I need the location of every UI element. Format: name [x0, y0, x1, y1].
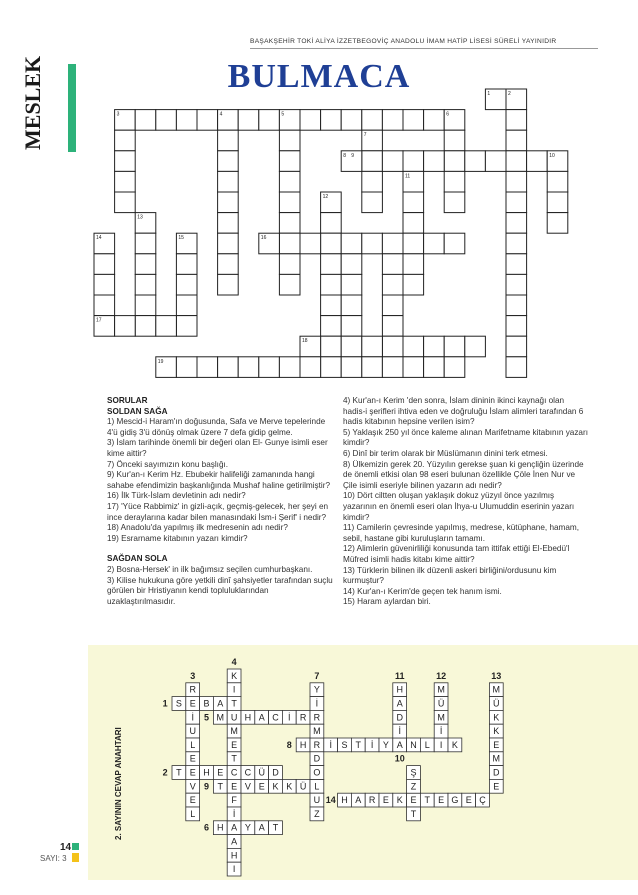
answer-letter: Ü: [258, 767, 265, 778]
answer-letter: H: [396, 684, 403, 695]
answer-letter: H: [217, 822, 224, 833]
answer-letter: T: [217, 781, 224, 792]
answer-letter: I: [232, 684, 236, 695]
answer-letter: E: [189, 698, 196, 709]
answer-letter: E: [258, 781, 265, 792]
answer-letter: Y: [313, 684, 320, 695]
clue-item: 11) Camilerin çevresinde yapılmış, medrese, kütüphane, hamam, sebil, hastane gibi kuruluşların tamamı.: [343, 523, 580, 543]
right-to-left-heading: SAĞDAN SOLA: [107, 554, 168, 564]
grid-number: 8: [343, 152, 346, 159]
answer-letter: C: [244, 767, 252, 778]
answer-letter: R: [313, 739, 321, 750]
answer-letter: E: [189, 767, 196, 778]
answer-letter: O: [313, 767, 321, 778]
answer-letter: K: [493, 726, 500, 737]
answer-letter: D: [396, 712, 403, 723]
answer-letter: K: [493, 712, 500, 723]
clue-item: 1) Mescid-i Haram'ın doğusunda, Safa ve Merve tepelerinde 4'ü gidiş 3'ü dönüş olmak üzere 7 defa gidip gelme.: [107, 417, 326, 437]
clue-item: 4) Kur'an-ı Kerim 'den sonra, İslam dininin ikinci kaynağı olan hadis-i şerifleri ihtiva eden ve doğruluğu İslam alimleri tarafından 6 hadis kitabının hepsine verilen isim?: [343, 396, 584, 427]
answer-letter: N: [410, 739, 417, 750]
answer-letter: E: [410, 795, 417, 806]
answer-letter: İ: [370, 739, 374, 750]
answer-letter: Y: [244, 822, 251, 833]
answer-letter: E: [382, 795, 389, 806]
grid-number: 1: [487, 91, 491, 97]
answer-letter: Ü: [493, 698, 500, 709]
page-accent-yellow: [72, 853, 79, 862]
answer-letter: E: [465, 795, 472, 806]
answer-letter: A: [258, 712, 265, 723]
answer-letter: İ: [232, 808, 236, 819]
answer-number: 6: [203, 822, 210, 833]
answer-number: 4: [231, 657, 237, 668]
answer-letter: I: [232, 864, 236, 875]
answer-letter: C: [272, 712, 279, 723]
answer-letter: T: [176, 767, 182, 778]
grid-number: 12: [322, 194, 329, 200]
answer-letter: M: [437, 684, 445, 695]
answer-letter: T: [355, 739, 362, 750]
answer-letter: Ü: [437, 698, 445, 709]
answer-number: 8: [286, 739, 292, 750]
answer-letter: H: [244, 712, 252, 723]
page-number: 14: [60, 842, 72, 853]
answer-letter: E: [493, 781, 500, 792]
answer-letter: K: [286, 781, 293, 792]
grid-number: 6: [446, 111, 449, 118]
clue-item: 13) Türklerin bilinen ilk düzenli askeri birliğini/ordusunu kim kurmuştur?: [343, 565, 557, 586]
answer-letter: L: [190, 739, 196, 750]
answer-letter: E: [438, 795, 445, 806]
answer-letter: H: [230, 850, 238, 861]
clue-item: 9) Kur'an-ı Kerim Hz. Ebubekir halifeliği zamanında hangi sahabe efendimizin başkanlığında Mushaf haline getirilmiştir?: [107, 470, 331, 490]
across-heading: SOLDAN SAĞA: [107, 406, 168, 416]
answer-letter: E: [231, 739, 238, 750]
answer-letter: İ: [398, 726, 401, 737]
answer-letter: H: [203, 767, 210, 778]
answer-letter: A: [396, 739, 403, 750]
answer-letter: E: [217, 767, 224, 778]
answer-letter: A: [258, 822, 265, 833]
answer-number: 2: [162, 767, 168, 778]
answer-number: 14: [325, 795, 336, 806]
answer-letter: I: [439, 739, 443, 750]
answer-letter: B: [203, 698, 210, 709]
clue-item: 5) Yaklaşık 250 yıl önce kaleme alınan Marifetname kitabının yazarı kimdir?: [343, 427, 588, 448]
grid-number: 18: [302, 338, 308, 345]
answer-letter: M: [230, 726, 238, 737]
answer-letter: A: [396, 698, 403, 709]
answer-letter: T: [272, 822, 279, 833]
answer-number: 12: [436, 670, 447, 681]
answer-letter: M: [313, 726, 321, 737]
grid-number: 11: [405, 173, 411, 180]
answer-letter: U: [313, 795, 321, 806]
answer-letter: T: [410, 808, 417, 819]
grid-number: 16: [260, 235, 267, 242]
clue-item: 19) Esrarname kitabının yazarı kimdir?: [107, 533, 248, 543]
answer-letter: M: [216, 712, 225, 723]
answer-letter: M: [492, 753, 501, 764]
answer-letter: E: [189, 795, 196, 806]
answer-letter: İ: [288, 712, 291, 723]
clue-item: 6) Dinî bir terim olarak bir Müslümanın dinini terk etmesi.: [343, 448, 548, 458]
answer-letter: Y: [382, 739, 389, 750]
answer-letter: G: [451, 795, 459, 806]
answer-number: 10: [394, 753, 405, 764]
grid-number: 15: [178, 235, 184, 242]
answer-letter: S: [175, 698, 182, 709]
answer-letter: L: [190, 808, 196, 819]
answer-letter: U: [189, 726, 196, 737]
grid-number: 13: [137, 214, 143, 221]
answer-letter: E: [231, 781, 238, 792]
answer-letter: A: [231, 836, 238, 847]
grid-number: 10: [549, 152, 555, 159]
grid-number: 3: [116, 111, 120, 118]
answer-letter: U: [230, 712, 238, 723]
answer-letter: V: [189, 781, 196, 792]
answer-letter: T: [424, 795, 431, 806]
clue-item: 14) Kur'an-ı Kerim'de geçen tek hanım ismi.: [343, 586, 502, 596]
grid-number: 7: [363, 132, 367, 139]
answer-letter: H: [341, 795, 348, 806]
answer-number: 11: [394, 670, 405, 681]
answer-letter: M: [492, 684, 501, 695]
answer-letter: C: [230, 767, 238, 778]
page-title: BULMACA: [227, 58, 411, 95]
questions-heading: SORULAR: [107, 396, 148, 405]
answer-letter: Ş: [410, 767, 417, 778]
answer-letter: R: [299, 712, 307, 723]
clue-item: 3) İslam tarihinde önemli bir değeri olan El- Gunye isimli eser kime aittir?: [107, 438, 328, 458]
answer-letter: K: [451, 739, 458, 750]
answer-letter: V: [244, 781, 251, 792]
answer-letter: Ç: [479, 795, 486, 806]
answer-letter: Z: [410, 781, 417, 792]
answer-letter: M: [437, 712, 445, 723]
grid-number: 14: [96, 235, 102, 242]
clue-item: 18) Anadolu'da yapılmış ilk medresenin adı nedir?: [107, 523, 288, 533]
clue-item: 17) 'Yüce Rabbimiz' in gizli-açık, geçmiş-gelecek, her şeyi en ince deraylarına kadar bilen manasındaki İsm-i Şerif' i nedir?: [107, 501, 329, 522]
answer-letter: D: [272, 767, 279, 778]
answer-letter: İ: [329, 739, 332, 750]
answer-letter: A: [231, 822, 238, 833]
answer-letter: E: [189, 753, 196, 764]
grid-number: 17: [96, 317, 102, 324]
answer-letter: İ: [439, 726, 443, 737]
grid-number: 19: [157, 358, 164, 365]
publication-header: BAŞAKŞEHİR TOKİ ALİYA İZZETBEGOVİÇ ANADOLU İMAM HATİP LİSESİ SÜRELİ YAYINIDIR: [250, 38, 557, 45]
answer-letter: D: [493, 767, 500, 778]
answer-number: 5: [203, 712, 210, 723]
answer-letter: T: [231, 698, 237, 709]
clue-item: 16) İlk Türk-İslam devletinin adı nedir?: [107, 491, 246, 501]
answer-letter: H: [299, 739, 307, 750]
answer-letter: D: [313, 753, 321, 764]
answer-letter: İ: [315, 698, 319, 709]
page-accent-green: [72, 843, 79, 850]
clue-item: 10) Dört ciltten oluşan yaklaşık dokuz yüzyıl önce yazılmış yazarının en önemli eseri olan İhya-u Ulumuddin eserinin yazarı kimdir?: [343, 491, 575, 522]
grid-number: 9: [351, 152, 354, 159]
answer-letter: Ü: [299, 781, 307, 792]
answer-letter: S: [341, 739, 348, 750]
answer-letter: İ: [191, 712, 194, 723]
answer-letter: K: [231, 670, 238, 681]
answer-letter: L: [314, 781, 320, 792]
clue-item: 12) Alimlerin güvenirliliği konusunda tam ittifak ettiği El-Ebedü'l Müfred isimli hadis kitabı kime aittir?: [343, 544, 570, 564]
answer-letter: Z: [314, 808, 320, 819]
answer-letter: T: [231, 753, 237, 764]
answer-letter: K: [272, 781, 279, 792]
answer-letter: R: [189, 684, 196, 695]
grid-number: 4: [219, 111, 223, 118]
answer-key-label: 2. SAYININ CEVAP ANAHTARI: [114, 727, 123, 840]
clue-item: 15) Haram aylardan biri.: [343, 597, 431, 607]
grid-number: 5: [281, 111, 285, 118]
grid-number: 2: [508, 91, 511, 97]
clue-item: 7) Önceki sayımızın konu başlığı.: [107, 459, 229, 469]
answer-letter: A: [355, 795, 362, 806]
answer-number: 3: [190, 670, 196, 681]
section-label: MESLEK: [20, 55, 45, 150]
issue-number: SAYI: 3: [40, 854, 67, 863]
answer-letter: E: [493, 739, 500, 750]
answer-letter: R: [368, 795, 376, 806]
clue-item: 2) Bosna-Hersek' in ilk bağımsız seçilen cumhurbaşkanı.: [107, 564, 313, 574]
answer-letter: A: [217, 698, 224, 709]
answer-number: 13: [491, 670, 502, 681]
answer-letter: K: [396, 795, 403, 806]
answer-letter: F: [231, 795, 237, 806]
clue-item: 8) Ülkemizin gerek 20. Yüzyılın gerekse şuan ki gençliğin üzerinde de önemli etkisi olan 98 eseri bulunan özellikle Çöle İnen Nur ve Çile isimli eseriyle bilinen yazarın adı nedir?: [343, 459, 584, 490]
answer-number: 9: [203, 781, 210, 792]
answer-number: 1: [162, 698, 168, 709]
answer-letter: R: [313, 712, 321, 723]
answer-number: 7: [314, 670, 320, 681]
answer-letter: L: [424, 739, 430, 750]
clue-item: 3) Kilise hukukuna göre yetkili dinî şahsiyetler tarafından suçlu görülen bir Hristiyanın kendi topluluklarından uzaklaştırılmasıdır.: [107, 575, 333, 606]
